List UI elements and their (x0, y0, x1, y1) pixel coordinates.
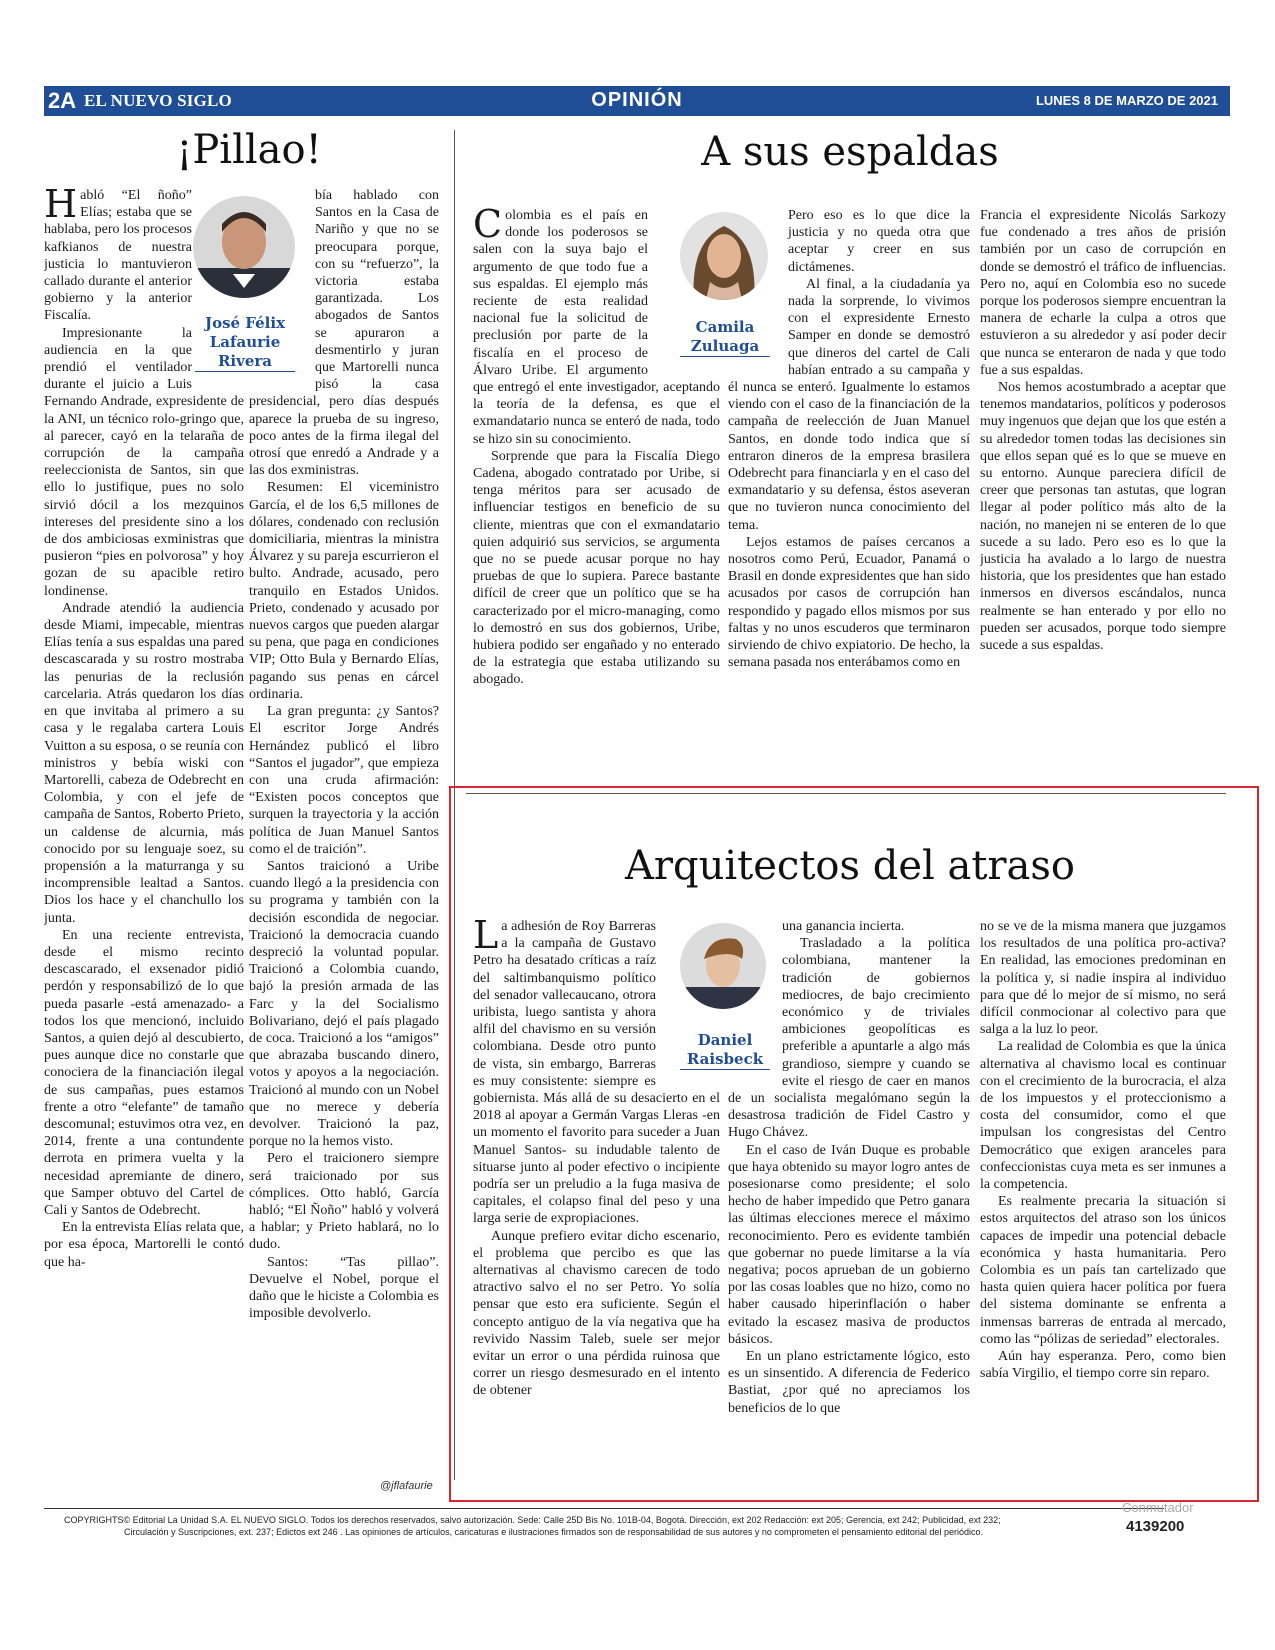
paragraph: Impresionante la audiencia en la que prendió el ventilador durante el juicio a Luis Fernando Andrade, expresidente de la ANI, un técnico rolo-gringo que, al parecer, cayó en la telaraña de corrupción de la campaña reeleccionista de Santos, sin que ello lo justifique, pues no solo sirvió dócil a los mezquinos intereses del presidente sino a los de dos ambiciosas exministras que pusieron “pies en polvorosa” y hoy gozan de su apacible retiro londinense. (44, 325, 244, 599)
paragraph: Santos: “Tas pillao”. Devuelve el Nobel, porque el daño que le hiciste a Colombia es imposible devolverlo. (249, 1254, 439, 1322)
paragraph: Pero eso es lo que dice la justicia y no queda otra que aceptar y creer en sus dictámenes. (788, 208, 970, 275)
paragraph: La gran pregunta: ¿y Santos? El escritor Jorge Andrés Hernández publicó el libro “Santos el jugador”, que empieza con una cruda afirmación: “Existen pocos conceptos que surquen la trayectoria y la acción política de Juan Manuel Santos como el de traición”. (249, 704, 439, 857)
paragraph: Andrade atendió la audiencia desde Miami, impecable, mientras Elías tenía a sus espaldas una pared descascarada y su rostro mostraba las penurias de la reclusión carcelaria. Atrás quedaron los días en que invitaba al primero a su casa y le regalaba cartera Louis Vuitton a su esposa, o se reunía con ministros y bebía wiski con Martorelli, cabeza de Odebrecht en Colombia, y con el jefe de campaña de Santos, Roberto Prieto, un caldense de alcurnia, más conocido por su lenguaje soez, su propensión a la maturranga y su incomprensible lealtad a Santos. Dios los hace y el chanchullo los junta. (44, 600, 244, 926)
paragraph: Trasladado a la política colombiana, mantener la tradición de gobiernos mediocres, de bajo crecimiento económico y de triviales ambiciones geopolíticas es preferible a apuntarle a algo más grandioso, siempre y cuando se evite el riesgo de caer en manos de un socialista megalómano según la desastrosa tradición de Fidel Castro y Hugo Chávez. (728, 936, 970, 1141)
paragraph: Santos traicionó a Uribe cuando llegó a la presidencia con su programa y también con la decisión escondida de negociar. Traicionó la democracia cuando despreció la voluntad popular. Traicionó a Colombia cuando, bajó la presión armada de las Farc y la del Socialismo Bolivariano, dejó el país plagado de coca. Traicionó a los “amigos” que abrazaba buscando dinero, votos y apoyos a la negociación. Traicionó al mundo con un Nobel que no merece y debería devolver. Traicionó la paz, porque no la hemos visto. (249, 858, 439, 1150)
page-number: 2A (48, 88, 77, 113)
author-byline: Camila Zuluaga (680, 318, 770, 357)
author-byline: José Félix Lafaurie Rivera (195, 314, 295, 372)
switchboard-number: 4139200 (1126, 1518, 1185, 1535)
paragraph: Aún hay esperanza. Pero, como bien sabía Virgilio, el tiempo corre sin reparo. (980, 1349, 1226, 1382)
article-column (728, 207, 970, 747)
switchboard-label: Conmutador (1122, 1500, 1194, 1515)
footer-rule (44, 1508, 1164, 1509)
paragraph: Sorprende que para la Fiscalía Diego Cadena, abogado contratado por Uribe, si tenga méritos para ser acusado de influenciar testigos en beneficio de su cliente, mientras que con el exmandatario quien adquirió sus servicios, se argumenta que no se puede acusar porque no hay pruebas de que lo supiera. Parece bastante difícil de creer que un político que se ha caracterizado por el micro-managing, como lo demostró en sus dos gobiernos, Uribe, hubiera podido ser engañado y no enterado de la estrategia que estaba utilizando su abogado. (473, 448, 720, 688)
article-column (980, 207, 1226, 747)
paragraph: En la entrevista Elías relata que, por esa época, Martorelli le contó que ha- (44, 1220, 244, 1270)
issue-date: LUNES 8 DE MARZO DE 2021 (1035, 93, 1218, 108)
paragraph: Nos hemos acostumbrado a aceptar que tenemos mandatarios, políticos y poderosos muy ingenuos que dejan que los que estén a su alrededor tomen todas las decisiones sin que ellos sepan qué es lo que se mueve en su entorno. Aunque pareciera difícil de creer que personas tan astutas, que logran llegar al poder político más alto de la nación, no manejen ni se enteren de lo que sucede a su lado. Pero eso es lo que la justicia ha avalado a lo largo de nuestra historia, que los presidentes que han estado inmersos en diversos escándalos, nunca realmente se han enterado y por ello no pueden ser acusados, porque todo siempre sucede a sus espaldas. (980, 380, 1226, 654)
paragraph: Francia el expresidente Nicolás Sarkozy fue condenado a tres años de prisión también por un caso de corrupción en donde se demostró el tráfico de influencias. Pero no, aquí en Colombia eso no sucede porque los poderosos siempre encuentran la manera de echarle la culpa a otros que estuvieron a su alrededor y así poder decir que nunca se enteraron de nada y que todo fue a sus espaldas. (980, 208, 1226, 378)
article-title: A sus espaldas (701, 129, 999, 175)
author-handle[interactable]: @jflafaurie (380, 1480, 433, 1492)
paragraph: La realidad de Colombia es que la única alternativa al chavismo local es continuar con el crecimiento de la burocracia, el alza de los impuestos y el proteccionismo a costa del consumidor, como el que impulsan los congresistas del Centro Democrático que exigen aranceles para confeccionistas cuya meta es ser inmunes a la competencia. (980, 1039, 1226, 1193)
paragraph: Lejos estamos de países cercanos a nosotros como Perú, Ecuador, Panamá o Brasil en donde expresidentes que han sido acusados por casos de corrupción han respondido y pagado ellos mismos por sus faltas y no unos escuderos que terminaron sirviendo de chivo expiatorio. De hecho, la semana pasada nos enterábamos como en (728, 534, 970, 671)
article-column (980, 918, 1226, 1488)
paragraph: no se ve de la misma manera que juzgamos los resultados de una política pro-activa? En realidad, las emociones predominan en la política y, si nadie inspira al individuo para que dé lo mejor de sí mismo, no será difícil conmocionar al colectivo para que salga a la luz lo peor. (980, 919, 1226, 1038)
paragraph: En una reciente entrevista, desde el mismo recinto descascarado, el exsenador pidió perdón y responsabilizó de lo que pueda pasarle -está amenazado- a todos los que mencionó, incluido Santos, a quien dejó al descubierto, pues aunque dice no constarle que conociera de la financiación ilegal de sus campañas, pues estamos frente a otro “elefante” de tamaño descomunal; estuvimos otra vez, en 2014, frente a una contundente derrota en primera vuelta y la necesidad apremiante de dinero, que Samper obtuvo del Cartel de Cali y Santos de Odebrecht. (44, 927, 244, 1218)
publication-name: EL NUEVO SIGLO (84, 91, 232, 110)
paragraph: Colombia es el país en donde los poderosos se salen con la suya bajo el argumento de que todo fue a sus espaldas. El ejemplo más reciente de esta realidad nacional fue la solicitud de preclusión por parte de la fiscalía en el proceso de Álvaro Uribe. El argumento que entregó el ente investigador, aceptando la teoría de la defensa, es que el exmandatario nunca se enteró de nada, todo se hizo sin su conocimiento. (473, 207, 720, 447)
article-column (728, 918, 970, 1488)
section-title: OPINIÓN (591, 89, 683, 111)
article-column (44, 187, 244, 1497)
paragraph: En el caso de Iván Duque es probable que haya obtenido su mayor logro antes de posesionarse como presidente; el solo hecho de haber impedido que Petro ganara las últimas elecciones merece el máximo reconocimiento. Pero es evidente también que gobernar no puede limitarse a la vía negativa; pocos aprueban de un gobierno por las cosas loables que no hizo, como no haber causado hiperinflación o haber evitado la escasez masiva de productos básicos. (728, 1142, 970, 1347)
paragraph: Resumen: El viceministro García, el de los 6,5 millones de dólares, condenado con reclusión domiciliaria, mientras la ministra Álvarez y su pareja escurrieron el bulto. Andrade, acusado, pero tranquilo en Estados Unidos. Prieto, condenado y acusado por nuevos cargos que pueden alargar su pena, que paga en condiciones VIP; Otto Bula y Bernardo Elías, pagando sus penas en cárcel ordinaria. (249, 480, 439, 702)
paragraph: En un plano estrictamente lógico, esto es un sinsentido. A diferencia de Federico Bastiat, ¿por qué no apreciamos los beneficios de lo que (728, 1349, 970, 1416)
paragraph: Aunque prefiero evitar dicho escenario, el problema que percibo es que las alternativas al chavismo carecen de todo atractivo salvo el no ser Petro. Yo solía pensar que esto era suficiente. Según el concepto antiguo de la vía negativa que ha revivido Nassim Taleb, suele ser mejor evitar un error o una pérdida ruinosa que correr un riesgo desmesurado en el intento de obtener (473, 1228, 720, 1399)
paragraph: La adhesión de Roy Barreras a la campaña de Gustavo Petro ha desatado críticas a raíz del saltimbanquismo político del senador vallecaucano, otrora uribista, luego santista y ahora alfil del chavismo en su versión colombiana. Desde otro punto de vista, sin embargo, Barreras es muy consistente: siempre es gobiernista. Más allá de su desacierto en el 2018 al apoyar a Germán Vargas Lleras -en un momento el favorito para suceder a Juan Manuel Santos- su indudable talento de situarse junto al poder efectivo o incipiente podría ser un preludio a la fuga masiva de capitales, el colapso final del peso y una larga serie de expropiaciones. (473, 918, 720, 1227)
paragraph: Al final, a la ciudadanía ya nada la sorprende, lo vivimos con el expresidente Ernesto Samper en donde se demostró que dineros del cartel de Cali habían entrado a su campaña y él nunca se enteró. Igualmente lo estamos viendo con el caso de la financiación de la campaña de reelección de Juan Manuel Santos, en donde todo indica que sí entraron dineros de la empresa brasilera Odebrecht para financiarla y en el caso del exmandatario y su defensa, éstos aseveran que no tuvieron nunca conocimiento del tema. (728, 276, 970, 533)
paragraph: Habló “El ñoño” Elías; estaba que se hablaba, pero los procesos kafkianos de nuestra justicia lo mantuvieron callado durante el anterior gobierno y la anterior Fiscalía. (44, 187, 192, 324)
section-divider (466, 793, 1226, 794)
paragraph: Es realmente precaria la situación si estos arquitectos del atraso son los únicos capaces de impedir una potencial debacle económica y hasta humanitaria. Pero Colombia es un país tan cartelizado que hasta quien quiera hacer política por fuera del sistema dominante se enfrenta a inmensas barreras de entrada al mercado, como las “pólizas de seriedad” electorales. (980, 1194, 1226, 1347)
article-title: Arquitectos del atraso (625, 843, 1075, 889)
paragraph: una ganancia incierta. (782, 919, 905, 934)
footer-copyright: COPYRIGHTS© Editorial La Unidad S.A. EL NUEVO SIGLO. Todos los derechos reservados, salvo autorización. Sede: Calle 25D Bis No. 101B-04, Bogotá. Dirección, ext 202 Redacción: ext 205; Gerencia, ext 242; Publicidad, ext 232; Circulación y Suscripciones, ext. 237; Edictos ext 246 . Las opiniones de artículos, caricaturas e ilustraciones firmados son de responsabilidad de sus autores y no comprometen el pensamiento editorial del periódico. (64, 1515, 1001, 1537)
article-title: ¡Pillao! (176, 127, 322, 173)
author-byline: Daniel Raisbeck (680, 1031, 770, 1070)
article-column (249, 187, 439, 1477)
article-column (473, 207, 720, 747)
page-header-bar (44, 86, 1230, 116)
paragraph: Pero el traicionero siempre será traicionado por sus cómplices. Otto habló, García habló; “El Ñoño” habló y volverá a hablar; y Prieto hablará, no lo dudo. (249, 1151, 439, 1253)
article-column (473, 918, 720, 1488)
paragraph: bía hablado con Santos en la Casa de Nariño y que no se preocupara porque, con su “refuerzo”, la victoria estaba garantizada. Los abogados de Santos se apuraron a desmentirlo y juran que Martorelli nunca pisó la casa presidencial, pero días después aparece la prueba de su ingreso, poco antes de la firma ilegal del otrosí que enredó a Andrade y a las dos exministras. (249, 188, 439, 479)
